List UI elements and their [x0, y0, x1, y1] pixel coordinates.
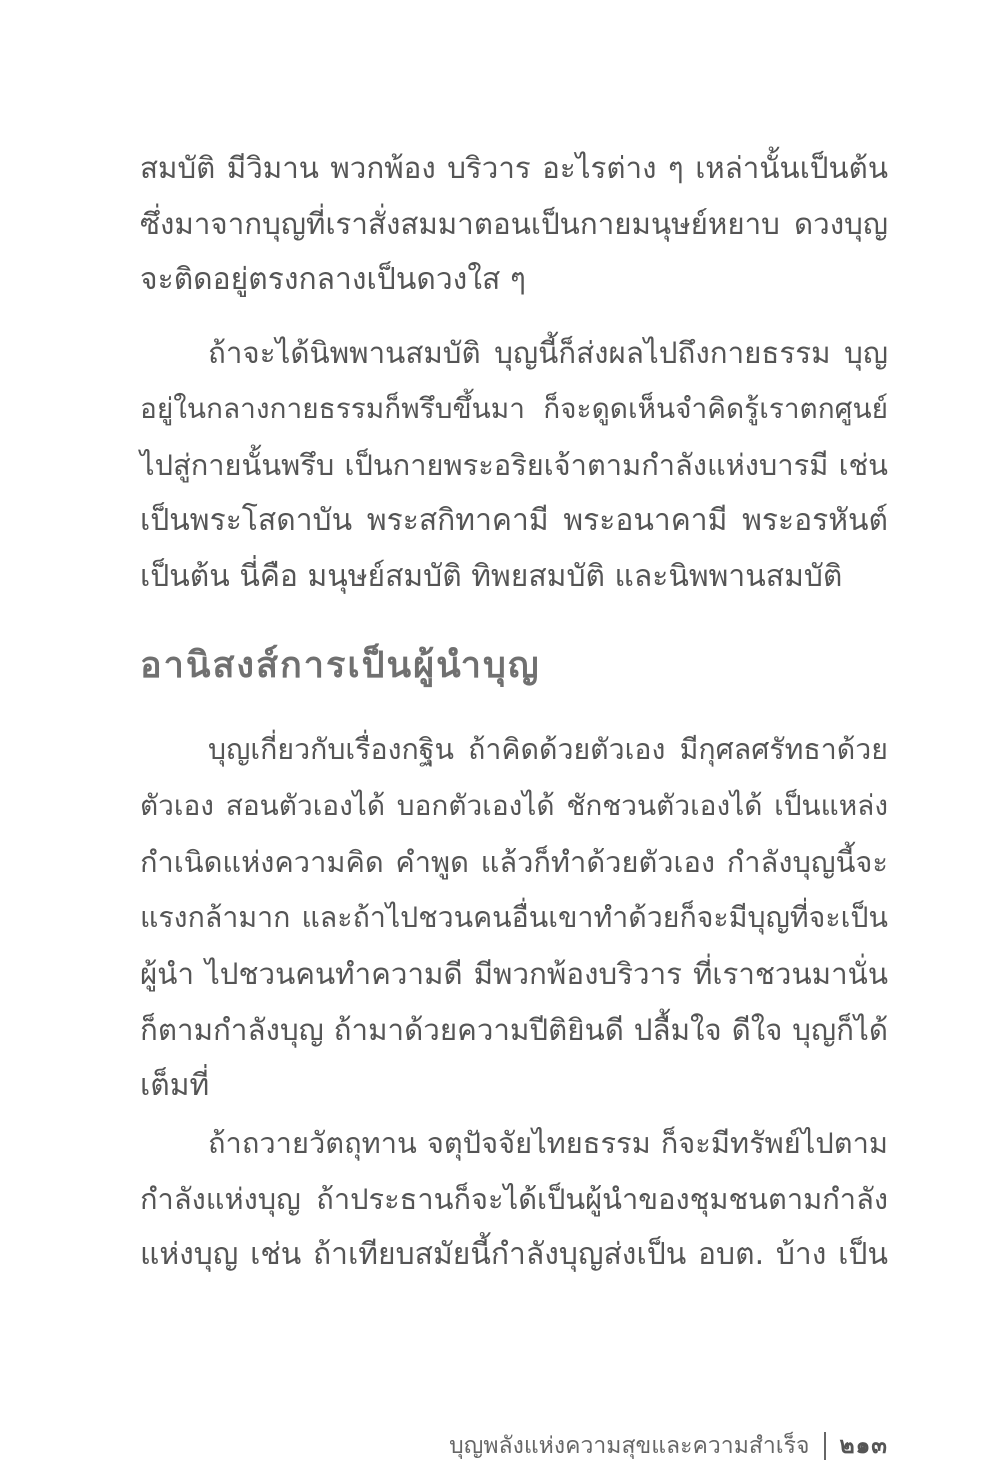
section-heading: อานิสงส์การเป็นผู้นำบุญ	[140, 645, 541, 686]
document-page	[140, 0, 888, 1479]
text-line: บุญเกี่ยวกับเรื่องกฐิน ถ้าคิดด้วยตัวเอง มีกุศลศรัทธาด้วย	[208, 733, 888, 766]
text-line: ก็ตามกำลังบุญ ถ้ามาด้วยความปีติยินดี ปลื้มใจ ดีใจ บุญก็ได้	[140, 1013, 888, 1047]
text-line: ถ้าจะได้นิพพานสมบัติ บุญนี้ก็ส่งผลไปถึงกายธรรม บุญ	[208, 336, 888, 370]
text-line: เต็มที่	[140, 1068, 210, 1103]
page-footer	[449, 1426, 888, 1466]
text-line: ผู้นำ ไปชวนคนทำความดี มีพวกพ้องบริวาร ที่เราชวนมานั่น	[140, 957, 888, 991]
text-line: กำเนิดแห่งความคิด คำพูด แล้วก็ทำด้วยตัวเอง กำลังบุญนี้จะ	[140, 845, 888, 879]
text-line: ซึ่งมาจากบุญที่เราสั่งสมมาตอนเป็นกายมนุษย์หยาบ ดวงบุญ	[140, 207, 888, 241]
text-line: สมบัติ มีวิมาน พวกพ้อง บริวาร อะไรต่าง ๆ เหล่านั้นเป็นต้น	[140, 151, 888, 185]
text-line: จะติดอยู่ตรงกลางเป็นดวงใส ๆ	[140, 262, 526, 297]
paragraph-4	[140, 1115, 888, 1283]
text-line: เป็นพระโสดาบัน พระสกิทาคามี พระอนาคามี พระอรหันต์	[140, 503, 888, 538]
book-title: บุญพลังแห่งความสุขและความสำเร็จ	[449, 1433, 810, 1459]
text-line: กำลังแห่งบุญ ถ้าประธานก็จะได้เป็นผู้นำของชุมชนตามกำลัง	[140, 1182, 888, 1216]
text-line: แห่งบุญ เช่น ถ้าเทียบสมัยนี้กำลังบุญส่งเป็น อบต. บ้าง เป็น	[140, 1237, 888, 1272]
paragraph-1	[140, 140, 888, 308]
text-line: อยู่ในกลางกายธรรมก็พรึบขึ้นมา ก็จะดูดเห็นจำคิดรู้เราตกศูนย์	[140, 392, 888, 425]
text-line: ตัวเอง สอนตัวเองได้ บอกตัวเองได้ ชักชวนตัวเองได้ เป็นแหล่ง	[140, 789, 888, 822]
paragraph-3	[140, 722, 888, 1114]
text-line: ไปสู่กายนั้นพรึบ เป็นกายพระอริยเจ้าตามกำลังแห่งบารมี เช่น	[140, 448, 888, 482]
text-line: เป็นต้น นี่คือ มนุษย์สมบัติ ทิพยสมบัติ และนิพพานสมบัติ	[140, 559, 843, 594]
footer-divider	[824, 1432, 826, 1460]
paragraph-2	[140, 325, 888, 605]
page-number: ๒๑๓	[839, 1433, 888, 1459]
text-line: ถ้าถวายวัตถุทาน จตุปัจจัยไทยธรรม ก็จะมีทรัพย์ไปตาม	[208, 1126, 888, 1160]
text-line: แรงกล้ามาก และถ้าไปชวนคนอื่นเขาทำด้วยก็จะมีบุญที่จะเป็น	[140, 901, 888, 934]
